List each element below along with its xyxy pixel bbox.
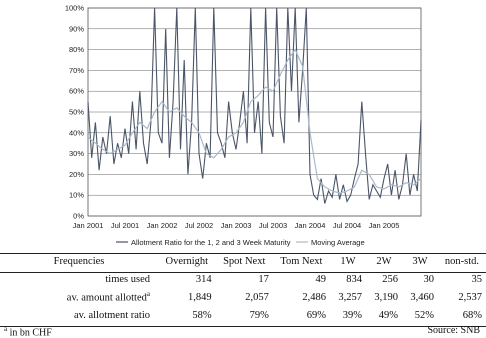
table-cell: 834 bbox=[346, 273, 362, 285]
table-cell: 39% bbox=[342, 309, 362, 321]
y-tick-label: 30% bbox=[68, 149, 84, 159]
table-bottom-rule bbox=[0, 326, 486, 327]
table-header-cell: Tom Next bbox=[280, 255, 323, 267]
table-header-cell: 3W bbox=[412, 255, 428, 267]
table-cell: 79% bbox=[249, 309, 269, 321]
x-tick-label: Jul 2001 bbox=[110, 221, 140, 230]
y-tick-label: 0% bbox=[73, 211, 84, 221]
table-cell: 52% bbox=[414, 309, 434, 321]
row-label: times used bbox=[105, 273, 150, 285]
table-cell: 35 bbox=[471, 273, 482, 285]
table-cell: 49% bbox=[378, 309, 398, 321]
footnote-marker: a bbox=[4, 325, 8, 333]
table-row bbox=[0, 288, 486, 306]
y-tick-label: 20% bbox=[68, 169, 84, 179]
table-row bbox=[0, 306, 486, 324]
table-header-cell: Spot Next bbox=[223, 255, 266, 267]
x-tick-label: Jan 2002 bbox=[146, 221, 178, 230]
row-label: av. allotment ratio bbox=[73, 309, 150, 321]
table-cell: 2,486 bbox=[302, 291, 326, 303]
table-cell: 2,537 bbox=[458, 291, 482, 303]
table-header-cell: Overnight bbox=[165, 255, 209, 267]
legend bbox=[116, 238, 365, 247]
y-tick-label: 40% bbox=[68, 128, 84, 138]
table-cell: 2,057 bbox=[245, 291, 269, 303]
footnote-text: in bn CHF bbox=[7, 327, 52, 338]
y-tick-label: 80% bbox=[68, 45, 84, 55]
table-cell: 49 bbox=[315, 273, 326, 285]
frequency-table bbox=[0, 252, 486, 324]
x-tick-label: Jan 2004 bbox=[294, 221, 326, 230]
table-cell: 30 bbox=[423, 273, 434, 285]
table-cell: 69% bbox=[306, 309, 326, 321]
y-tick-label: 100% bbox=[64, 3, 84, 13]
legend-label-average: Moving Average bbox=[311, 238, 365, 247]
y-tick-label: 10% bbox=[68, 190, 84, 200]
row-label: av. amount allotted$^a$ bbox=[66, 290, 150, 304]
legend-label-ratio: Allotment Ratio for the 1, 2 and 3 Week Maturity bbox=[131, 238, 291, 247]
row-label-footnote-marker: a bbox=[146, 290, 150, 299]
table-mid-rule bbox=[0, 272, 486, 273]
y-axis-ticks bbox=[65, 4, 85, 221]
x-tick-label: Jan 2005 bbox=[368, 221, 400, 230]
y-tick-label: 50% bbox=[68, 107, 84, 117]
table-header-cell: Frequencies bbox=[53, 255, 105, 267]
table-header-cell: non-std. bbox=[444, 255, 480, 267]
table-cell: 58% bbox=[192, 309, 212, 321]
table-cell: 1,849 bbox=[187, 291, 212, 303]
table-cell: 256 bbox=[382, 273, 398, 285]
table-header-cell: 2W bbox=[376, 255, 392, 267]
source-note: Source: SNB bbox=[427, 325, 480, 336]
x-tick-label: Jul 2004 bbox=[332, 221, 362, 230]
x-tick-label: Jan 2003 bbox=[220, 221, 252, 230]
x-tick-label: Jul 2002 bbox=[184, 221, 214, 230]
y-tick-label: 90% bbox=[68, 24, 84, 34]
y-tick-label: 60% bbox=[68, 86, 84, 96]
table-cell: 3,190 bbox=[374, 291, 398, 303]
x-tick-label: Jul 2003 bbox=[258, 221, 288, 230]
y-tick-label: 70% bbox=[68, 65, 84, 75]
table-header-cell: 1W bbox=[340, 255, 356, 267]
x-axis-ticks bbox=[73, 221, 400, 230]
table-cell: 3,257 bbox=[338, 291, 362, 303]
table-cell: 17 bbox=[258, 273, 269, 285]
x-tick-label: Jan 2001 bbox=[72, 221, 104, 230]
table-cell: 68% bbox=[462, 309, 482, 321]
table-cell: 314 bbox=[195, 273, 212, 285]
table-cell: 3,460 bbox=[410, 291, 434, 303]
table-header-row bbox=[0, 252, 486, 270]
footnote bbox=[4, 325, 52, 338]
